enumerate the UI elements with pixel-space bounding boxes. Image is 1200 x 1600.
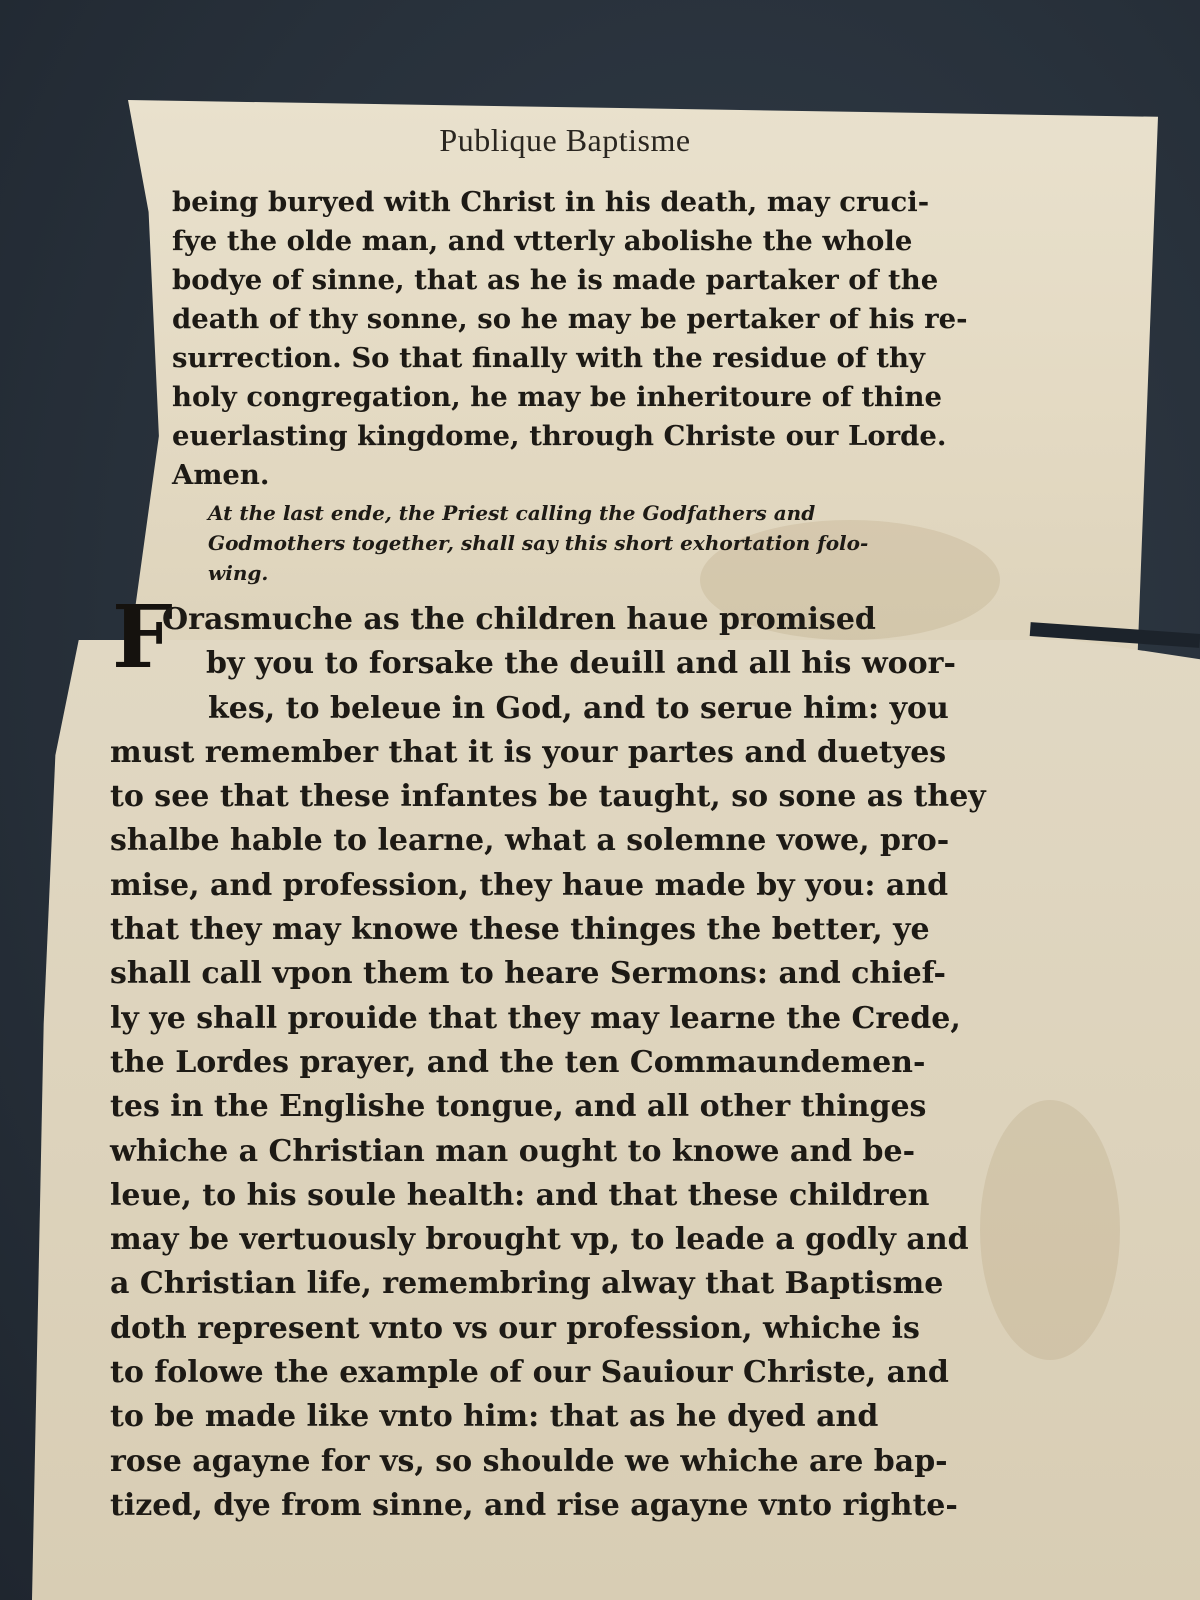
text-line: Amen. bbox=[172, 459, 270, 491]
text-line: tes in the Englishe tongue, and all other thinges bbox=[110, 1089, 927, 1125]
text-line: At the last ende, the Priest calling the Godfathers and bbox=[208, 501, 816, 525]
text-line: to see that these infantes be taught, so sone as they bbox=[110, 779, 986, 815]
text-line: bodye of sinne, that as he is made partaker of the bbox=[172, 264, 939, 296]
text-line: leue, to his soule health: and that these children bbox=[110, 1177, 930, 1213]
text-line: shall call vpon them to heare Sermons: and chief- bbox=[110, 956, 946, 992]
text-line: shalbe hable to learne, what a solemne vowe, pro- bbox=[110, 823, 950, 859]
text-line: may be vertuously brought vp, to leade a godly and bbox=[110, 1222, 969, 1258]
text-line: a Christian life, remembring alway that Baptisme bbox=[110, 1266, 944, 1302]
text-line: death of thy sonne, so he may be pertaker of his re- bbox=[172, 303, 968, 335]
rubric-instruction bbox=[208, 498, 868, 588]
text-line: mise, and profession, they haue made by you: and bbox=[110, 867, 949, 903]
text-line: surrection. So that finally with the residue of thy bbox=[172, 342, 925, 374]
text-line: to be made like vnto him: that as he dyed and bbox=[110, 1399, 879, 1435]
running-header: Publique Baptisme bbox=[439, 122, 691, 158]
text-line: whiche a Christian man ought to knowe and be- bbox=[110, 1133, 916, 1169]
text-line: Orasmuche as the children haue promised bbox=[162, 602, 876, 637]
text-line: ly ye shall prouide that they may learne the Crede, bbox=[110, 1000, 961, 1036]
text-line: Godmothers together, shall say this short exhortation folo- bbox=[208, 531, 869, 555]
prayer-paragraph bbox=[172, 183, 968, 495]
text-line: rose agayne for vs, so shoulde we whiche are bap- bbox=[110, 1443, 948, 1479]
text-line: fye the olde man, and vtterly abolishe the whole bbox=[172, 225, 913, 257]
text-line: kes, to beleue in God, and to serue him: you bbox=[208, 690, 949, 726]
text-line: wing. bbox=[208, 561, 269, 585]
text-line: holy congregation, he may be inheritoure of thine bbox=[172, 381, 942, 413]
text-line: tized, dye from sinne, and rise agayne vnto righte- bbox=[110, 1487, 958, 1523]
text-line: that they may knowe these thinges the better, ye bbox=[110, 912, 930, 948]
text-line: must remember that it is your partes and duetyes bbox=[110, 734, 947, 770]
text-line: doth represent vnto vs our profession, whiche is bbox=[110, 1310, 920, 1346]
text-line: the Lordes prayer, and the ten Commaundemen- bbox=[110, 1044, 926, 1080]
water-stain bbox=[980, 1100, 1120, 1360]
exhortation-paragraph bbox=[110, 598, 986, 1528]
text-line: euerlasting kingdome, through Christe our Lorde. bbox=[172, 420, 947, 452]
text-line: being buryed with Christ in his death, may cruci- bbox=[172, 186, 930, 218]
drop-cap: F bbox=[112, 587, 174, 688]
text-line: to folowe the example of our Sauiour Christe, and bbox=[110, 1355, 949, 1391]
text-line: by you to forsake the deuill and all his woor- bbox=[206, 646, 956, 682]
